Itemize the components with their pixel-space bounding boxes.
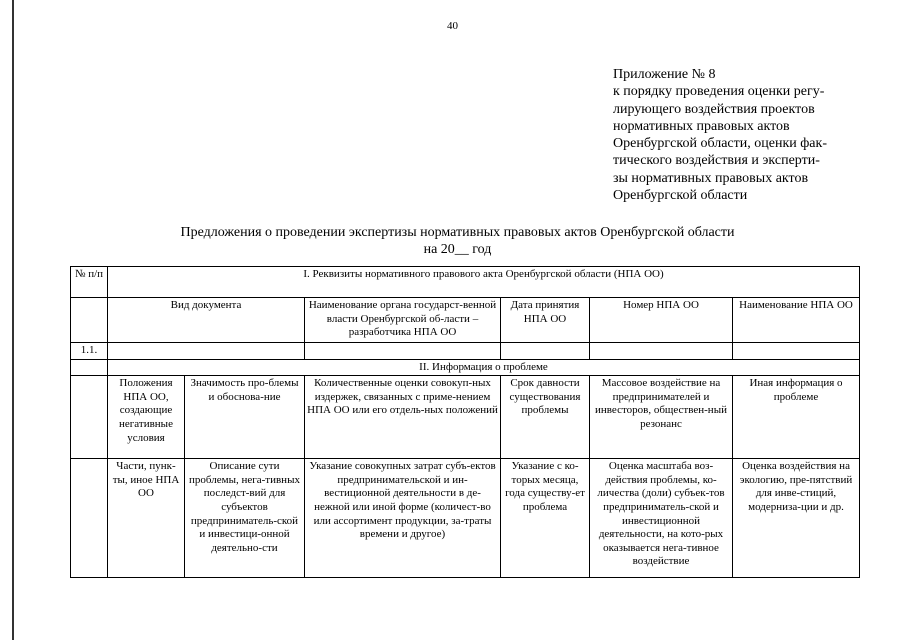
page-number: 40	[447, 20, 458, 32]
title-line-1: Предложения о проведении экспертизы нормативных правовых актов Оренбургской области	[180, 225, 735, 240]
info-header-cell: Срок давности существования проблемы	[501, 376, 590, 459]
empty-cell	[733, 343, 860, 360]
header-cell: Дата принятия НПА ОО	[501, 298, 590, 343]
info-description-cell: Указание с ко-торых месяца, года существу-ет проблема	[501, 459, 590, 578]
header-cell: Вид документа	[108, 298, 305, 343]
appendix-line: Оренбургской области, оценки фак-	[613, 136, 827, 152]
row-number-cell: 1.1.	[71, 343, 108, 360]
table-row	[71, 298, 860, 343]
section2-title-cell: II. Информация о проблеме	[108, 359, 860, 376]
header-cell: Номер НПА ОО	[590, 298, 733, 343]
empty-cell	[71, 459, 108, 578]
table-row	[71, 343, 860, 360]
appendix-line: тического воздействия и эксперти-	[613, 153, 820, 169]
document-title	[0, 224, 905, 258]
appendix-line: к порядку проведения оценки регу-	[613, 84, 825, 100]
header-cell: Наименование органа государст-венной власти Оренбургской об-ласти – разработчика НПА ОО	[305, 298, 501, 343]
proposals-table	[70, 266, 860, 578]
section1-title-cell: I. Реквизиты нормативного правового акта Оренбургской области (НПА ОО)	[108, 267, 860, 298]
empty-cell	[590, 343, 733, 360]
info-description-cell: Части, пунк-ты, иное НПА ОО	[108, 459, 185, 578]
empty-cell	[71, 376, 108, 459]
appendix-line: лирующего воздействия проектов	[613, 101, 815, 117]
info-header-cell: Иная информация о проблеме	[733, 376, 860, 459]
appendix-line: Оренбургской области	[613, 188, 748, 204]
table-row	[71, 267, 860, 298]
empty-cell	[305, 343, 501, 360]
info-description-cell: Оценка воздействия на экологию, пре-пятствий для инве-стиций, модерниза-ции и др.	[733, 459, 860, 578]
appendix-line: Приложение № 8	[613, 67, 716, 82]
info-header-cell: Положения НПА ОО, создающие негативные условия	[108, 376, 185, 459]
info-description-cell: Описание сути проблемы, нега-тивных последст-вий для субъектов предприниматель-ской и инвестици-онной деятельно-сти	[185, 459, 305, 578]
table-row	[71, 459, 860, 578]
empty-cell	[71, 359, 108, 376]
appendix-line: нормативных правовых актов	[613, 118, 790, 134]
table-row	[71, 376, 860, 459]
title-line-2: на 20__ год	[423, 242, 492, 257]
empty-cell	[501, 343, 590, 360]
table-row	[71, 359, 860, 376]
number-header-cell: № п/п	[71, 267, 108, 298]
info-header-cell: Количественные оценки совокуп-ных издержек, связанных с приме-нением НПА ОО или его отдель-ных положений	[305, 376, 501, 459]
appendix-line: зы нормативных правовых актов	[613, 170, 809, 186]
header-cell: Наименование НПА ОО	[733, 298, 860, 343]
info-description-cell: Оценка масштаба воз-действия проблемы, ко-личества (доли) субъек-тов предприниматель-ской и инвестиционной деятельности, на кото-рых оказывается нега-тивное воздействие	[590, 459, 733, 578]
info-header-cell: Значимость про-блемы и обоснова-ние	[185, 376, 305, 459]
page-edge-line	[12, 0, 14, 640]
appendix-block	[613, 66, 898, 204]
empty-cell	[108, 343, 305, 360]
info-description-cell: Указание совокупных затрат субъ-ектов предпринимательской и ин-вестиционной деятельности в де-нежной или иной форме (количест-во или ассортимент продукции, за-траты времени и другое)	[305, 459, 501, 578]
empty-cell	[71, 298, 108, 343]
info-header-cell: Массовое воздействие на предпринимателей и инвесторов, обществен-ный резонанс	[590, 376, 733, 459]
